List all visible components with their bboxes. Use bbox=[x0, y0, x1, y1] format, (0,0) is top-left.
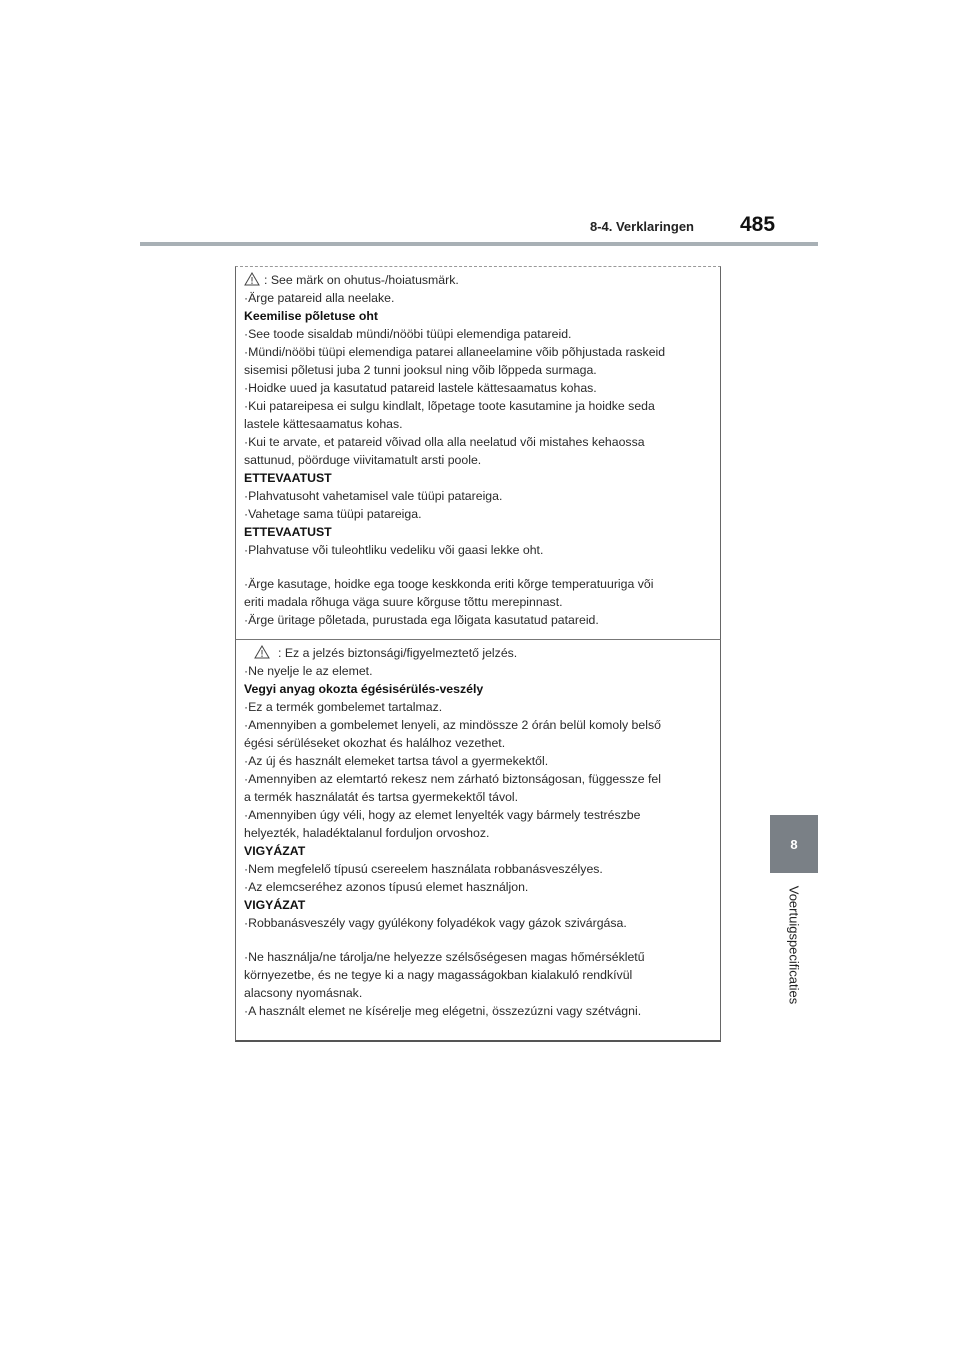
text-line: ·Amennyiben az elemtartó rekesz nem zárható biztonságosan, függessze fel bbox=[244, 772, 661, 786]
caution-heading: ETTEVAATUST bbox=[244, 525, 332, 539]
text-line: ·Kui te arvate, et patareid võivad olla alla neelatud või mistahes kehaossa bbox=[244, 435, 645, 449]
warning-triangle-icon bbox=[254, 645, 270, 659]
text-line: a termék használatát és tartsa gyermekektől távol. bbox=[244, 790, 519, 804]
text-line: környezetbe, és ne tegye ki a nagy magasságokban kialakuló rendkívül bbox=[244, 968, 633, 982]
warning-mark-line bbox=[244, 644, 714, 662]
estonian-warning-box bbox=[235, 266, 721, 640]
text-line: ·Az új és használt elemeket tartsa távol a gyermekektől. bbox=[244, 754, 549, 768]
text-line: ·Amennyiben úgy véli, hogy az elemet lenyelték vagy bármely testrészbe bbox=[244, 808, 641, 822]
spacer bbox=[244, 559, 714, 575]
text-line: ·Plahvatuse või tuleohtliku vedeliku või gaasi lekke oht. bbox=[244, 543, 544, 557]
hungarian-warning-box bbox=[235, 640, 721, 1042]
chapter-tab[interactable] bbox=[770, 815, 818, 873]
text-line: ·Nem megfelelő típusú csereelem használata robbanásveszélyes. bbox=[244, 862, 603, 876]
text-line: helyezték, haladéktalanul forduljon orvoshoz. bbox=[244, 826, 490, 840]
text-line: ·A használt elemet ne kísérelje meg elégetni, összezúzni vagy szétvágni. bbox=[244, 1004, 642, 1018]
text-line: égési sérüléseket okozhat és halálhoz vezethet. bbox=[244, 736, 506, 750]
text-line: eriti madala rõhuga väga suure kõrguse tõttu merepinnast. bbox=[244, 595, 563, 609]
text-line: ·Kui patareipesa ei sulgu kindlalt, lõpetage toote kasutamine ja hoidke seda bbox=[244, 399, 655, 413]
text-line: alacsony nyomásnak. bbox=[244, 986, 363, 1000]
spacer bbox=[244, 932, 714, 948]
warning-mark-text: : Ez a jelzés biztonsági/figyelmeztető jelzés. bbox=[278, 646, 518, 660]
section-title: 8-4. Verklaringen bbox=[589, 219, 694, 234]
text-line: ·Hoidke uued ja kasutatud patareid lastele kättesaamatus kohas. bbox=[244, 381, 597, 395]
text-line: ·Ne használja/ne tárolja/ne helyezze szélsőségesen magas hőmérsékletű bbox=[244, 950, 645, 964]
warning-mark-line bbox=[244, 271, 714, 289]
text-line: ·Vahetage sama tüüpi patareiga. bbox=[244, 507, 422, 521]
text-line: ·Plahvatusoht vahetamisel vale tüüpi patareiga. bbox=[244, 489, 503, 503]
text-line: lastele kättesaamatus kohas. bbox=[244, 417, 403, 431]
hazard-heading: Vegyi anyag okozta égésisérülés-veszély bbox=[244, 682, 484, 696]
text-line: ·Ez a termék gombelemet tartalmaz. bbox=[244, 700, 443, 714]
text-line: sisemisi põletusi juba 2 tunni jooksul ning võib lõppeda surmaga. bbox=[244, 363, 597, 377]
caution-heading: VIGYÁZAT bbox=[244, 844, 306, 858]
text-line: ·See toode sisaldab mündi/nööbi tüüpi elemendiga patareid. bbox=[244, 327, 572, 341]
text-line: sattunud, pöörduge viivitamatult arsti poole. bbox=[244, 453, 482, 467]
caution-heading: ETTEVAATUST bbox=[244, 471, 332, 485]
page-number: 485 bbox=[740, 213, 776, 236]
text-line: ·Amennyiben a gombelemet lenyeli, az mindössze 2 órán belül komoly belső bbox=[244, 718, 661, 732]
text-line: ·Ne nyelje le az elemet. bbox=[244, 664, 373, 678]
text-line: ·Az elemcseréhez azonos típusú elemet használjon. bbox=[244, 880, 529, 894]
text-line: ·Robbanásveszély vagy gyúlékony folyadékok vagy gázok szivárgása. bbox=[244, 916, 627, 930]
text-line: ·Ärge kasutage, hoidke ega tooge keskkonda eriti kõrge temperatuuriga või bbox=[244, 577, 654, 591]
hazard-heading: Keemilise põletuse oht bbox=[244, 309, 378, 323]
header-rule bbox=[140, 242, 818, 246]
chapter-label: Voertuigspecificaties bbox=[786, 885, 802, 1005]
chapter-number: 8 bbox=[790, 836, 798, 852]
text-line: ·Ärge üritage põletada, purustada ega lõigata kasutatud patareid. bbox=[244, 613, 599, 627]
text-line: ·Ärge patareid alla neelake. bbox=[244, 291, 395, 305]
warning-mark-text: : See märk on ohutus-/hoiatusmärk. bbox=[264, 273, 459, 287]
warning-triangle-icon bbox=[244, 272, 260, 286]
text-line: ·Mündi/nööbi tüüpi elemendiga patarei allaneelamine võib põhjustada raskeid bbox=[244, 345, 666, 359]
caution-heading: VIGYÁZAT bbox=[244, 898, 306, 912]
